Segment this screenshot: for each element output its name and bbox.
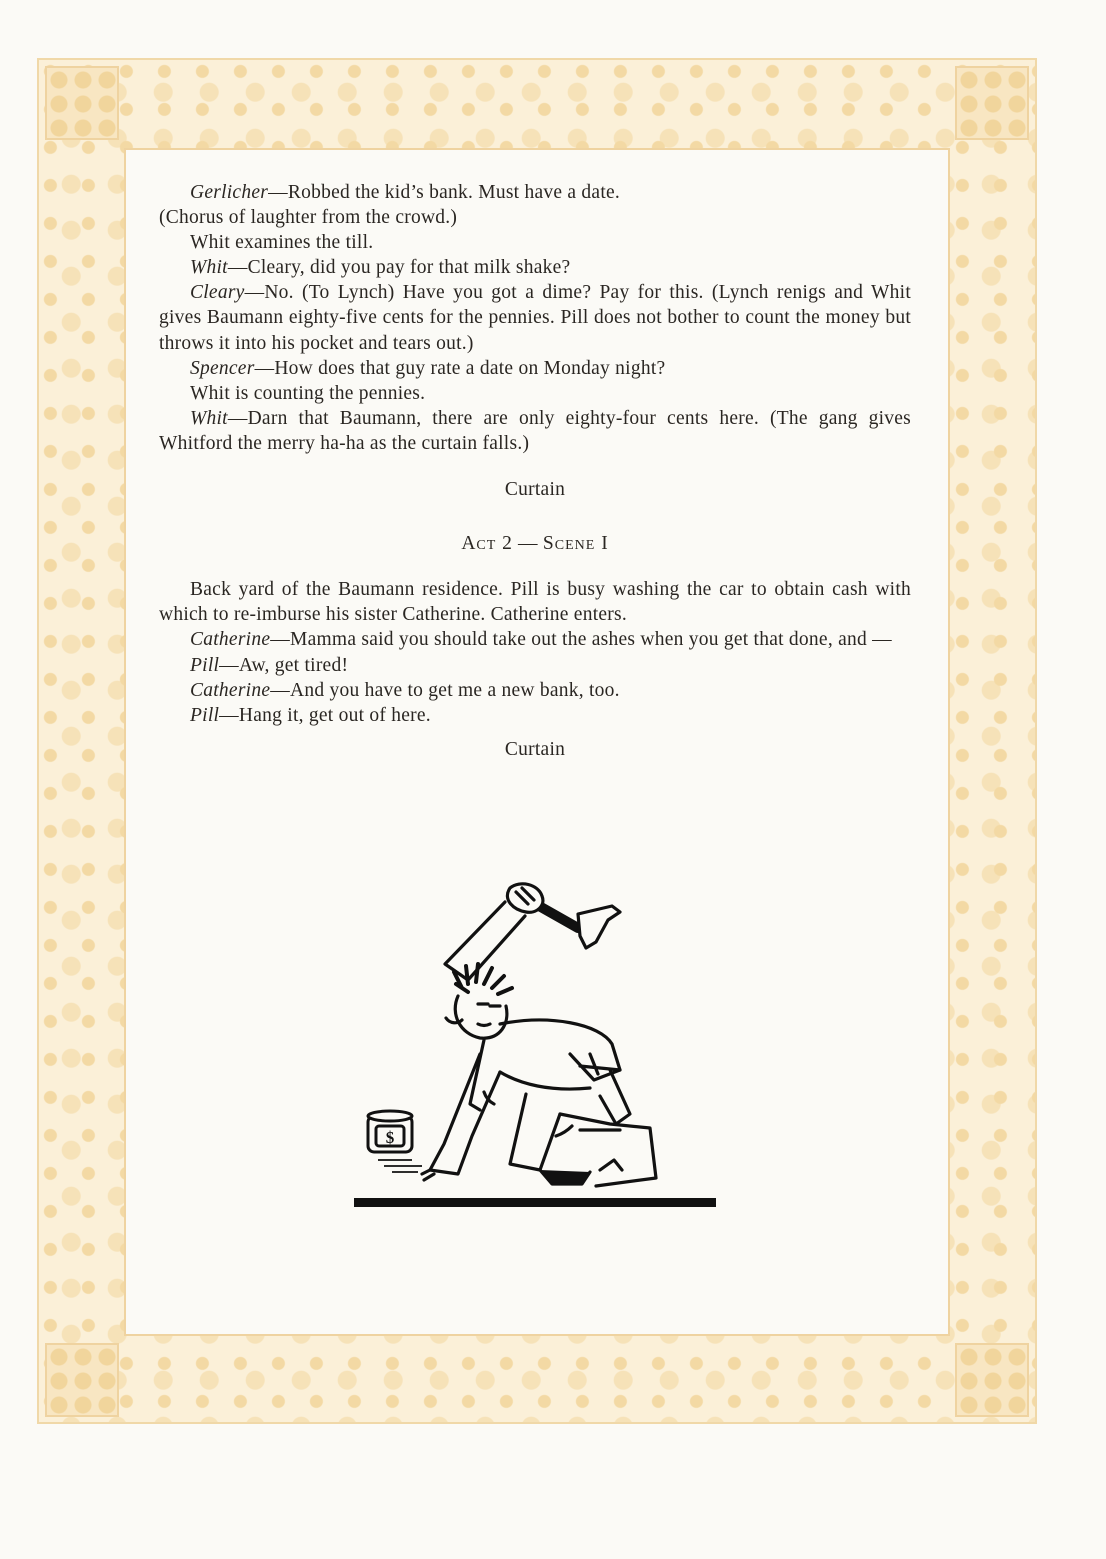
dialogue-line (159, 356, 911, 381)
dialogue-line (159, 703, 911, 728)
curtain-marker: Curtain (504, 738, 566, 760)
heading-dash: — (512, 533, 543, 555)
dialogue-line (159, 653, 911, 678)
dialogue-line (159, 406, 911, 456)
speaker-name: Whit (190, 407, 228, 429)
dialogue-text: —No. (To Lynch) Have you got a dime? Pay for this. (Lynch renigs and Whit gives Baumann eighty-five cents for the pennies. Pill does not bother to count the money but throws it into his pocket and tears out.) (159, 282, 911, 354)
speaker-name: Catherine (190, 629, 271, 651)
border-corner-ornament (955, 1343, 1029, 1417)
dialogue-text: —Hang it, get out of here. (219, 704, 431, 726)
speaker-name: Pill (190, 704, 220, 726)
dialogue-line (159, 255, 911, 280)
dialogue-line (159, 678, 911, 703)
dialogue-text: —And you have to get me a new bank, too. (270, 679, 620, 701)
stage-direction: (Chorus of laughter from the crowd.) (159, 207, 458, 229)
dialogue-line (159, 280, 911, 355)
dialogue-text: —Mamma said you should take out the ashes when you get that done, and — (270, 629, 892, 651)
act-label: Act 2 (461, 533, 513, 555)
bank-dollar-sign: $ (385, 1128, 395, 1147)
play-text (159, 180, 911, 762)
dialogue-text: —Robbed the kid’s bank. Must have a date. (268, 182, 621, 203)
dialogue-line (159, 180, 911, 205)
speaker-name: Cleary (190, 282, 245, 304)
act-heading (159, 531, 911, 556)
scene-label: Scene I (542, 533, 609, 555)
dialogue-text: —How does that guy rate a date on Monday night? (254, 357, 666, 379)
speaker-name: Gerlicher (190, 182, 269, 203)
border-corner-ornament (955, 66, 1029, 140)
stage-direction: Whit examines the till. (190, 232, 374, 254)
dialogue-line (159, 627, 911, 652)
speaker-name: Whit (190, 257, 228, 279)
border-corner-ornament (45, 66, 119, 140)
speaker-name: Catherine (190, 679, 271, 701)
curtain-marker: Curtain (504, 479, 566, 501)
stage-direction: Whit is counting the pennies. (190, 382, 426, 404)
dialogue-text: —Cleary, did you pay for that milk shake? (227, 257, 571, 279)
speaker-name: Pill (190, 654, 220, 676)
dialogue-text: —Darn that Baumann, there are only eighty-four cents here. (The gang gives Whitford the merry ha-ha as the curtain falls.) (159, 407, 911, 454)
stage-direction: Back yard of the Baumann residence. Pill is busy washing the car to obtain cash with which to re-imburse his sister Catherine. Catherine enters. (159, 579, 911, 626)
illustration-man-with-hammer (350, 874, 720, 1214)
border-corner-ornament (45, 1343, 119, 1417)
dialogue-text: —Aw, get tired! (219, 654, 349, 676)
speaker-name: Spencer (190, 357, 255, 379)
